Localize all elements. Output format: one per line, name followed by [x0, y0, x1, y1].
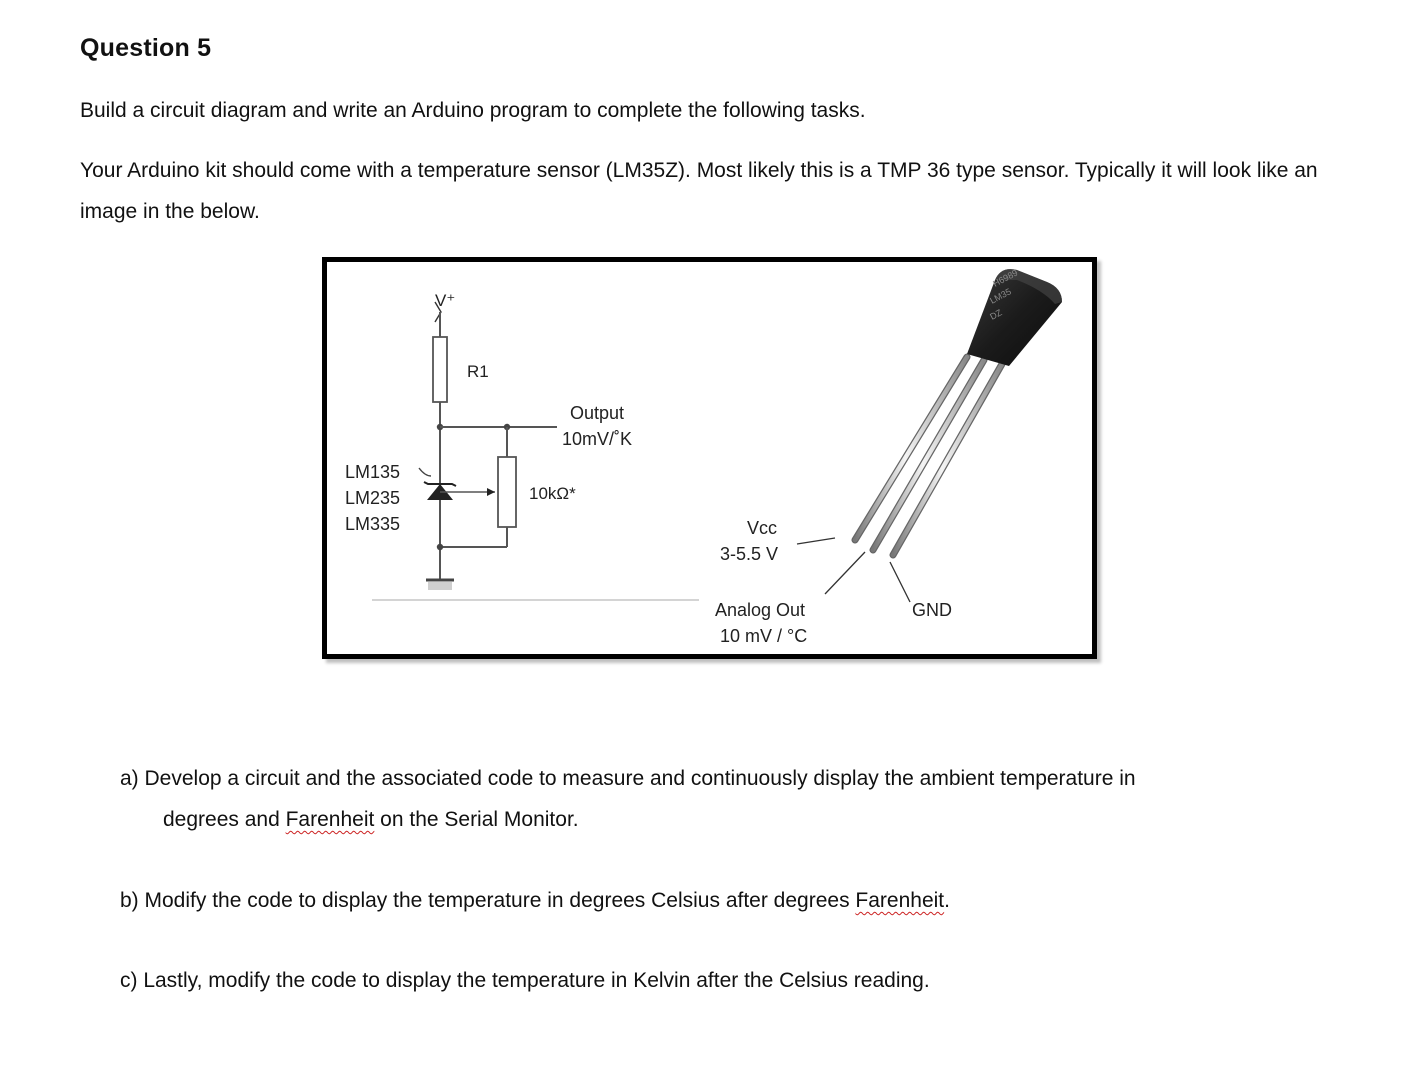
pot-resistor — [498, 457, 516, 527]
device-pointer — [419, 468, 431, 476]
sensor-marking-2: LM35 — [988, 286, 1013, 306]
output-rate-label: 10mV/˚K — [562, 429, 633, 449]
pot-label: 10kΩ* — [529, 484, 576, 503]
device-label-lm235: LM235 — [345, 488, 401, 508]
vcc-leader — [797, 538, 835, 544]
analog-rate-label: 10 mV / °C — [720, 626, 808, 646]
task-b — [120, 880, 1320, 921]
analog-leader — [825, 552, 865, 594]
spellcheck-word: Farenheit — [285, 808, 375, 831]
question-title: Question 5 — [80, 34, 212, 62]
task-a-text: degrees and — [163, 808, 286, 831]
output-label: Output — [570, 403, 625, 423]
task-c: c) Lastly, modify the code to display the temperature in Kelvin after the Celsius reading. — [120, 969, 930, 992]
task-b-text: b) Modify the code to display the temperature in degrees Celsius after degrees — [120, 889, 856, 912]
task-b-text-end: . — [944, 889, 950, 912]
sensor-figure — [322, 257, 1097, 659]
device-label-lm135: LM135 — [345, 462, 401, 482]
gnd-label: GND — [912, 600, 952, 620]
spellcheck-word: Farenheit — [855, 889, 945, 912]
ground-node — [437, 544, 443, 550]
device-label-lm335: LM335 — [345, 514, 401, 534]
sensor-marking-1: H6989 — [991, 267, 1020, 289]
sensor-pins — [855, 357, 1002, 555]
r1-label: R1 — [467, 362, 489, 381]
intro-instruction: Build a circuit diagram and write an Arduino program to complete the following tasks. — [80, 99, 866, 122]
intro-sensor-description: Your Arduino kit should come with a temperature sensor (LM35Z). Most likely this is a TMP 36 type sensor. Typically it will look like an image in the below. — [80, 159, 1318, 223]
supply-label: V⁺ — [435, 291, 456, 310]
analog-out-label: Analog Out — [715, 600, 806, 620]
adjust-arrow — [487, 488, 495, 496]
task-a-line2 — [120, 799, 1320, 840]
r1-resistor — [433, 337, 447, 402]
vcc-label: Vcc — [747, 518, 778, 538]
task-a-text-end: on the Serial Monitor. — [374, 808, 579, 831]
vcc-range-label: 3-5.5 V — [720, 544, 779, 564]
gnd-leader — [890, 562, 910, 602]
task-a — [120, 758, 1320, 840]
ground-shadow — [428, 582, 452, 590]
sensor-figure-drawing — [327, 262, 1092, 654]
task-a-line1: a) Develop a circuit and the associated code to measure and continuously display the ambient temperature in — [120, 767, 1136, 790]
sensor-marking-3: DZ — [988, 307, 1004, 322]
